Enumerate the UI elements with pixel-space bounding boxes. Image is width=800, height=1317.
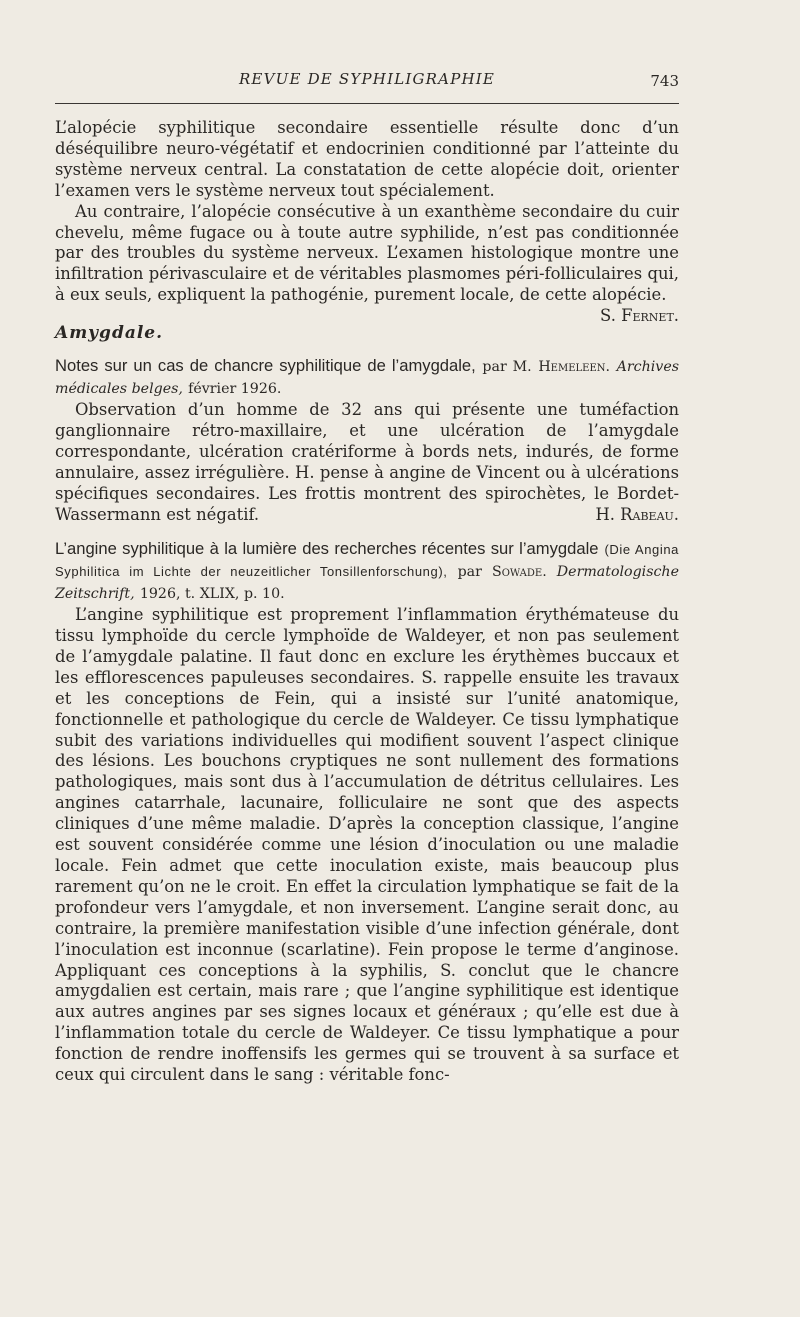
section-title: Amygdale. xyxy=(55,323,164,344)
alopecie-paragraph-1: L’alopécie syphilitique secondaire essentielle résulte donc d’un déséquilibre neuro-végétatif et endocrinien conditionné par l’atteinte du système nerveux central. La constatation de cette alopécie doit, orienter l’examen vers le système nerveux tout spécialement. xyxy=(55,118,679,200)
article-2-author: Sowade. xyxy=(491,564,547,581)
alopecie-paragraph-2 xyxy=(55,201,679,326)
article-2-journal: Dermatologische Zeitschrift, xyxy=(55,564,679,603)
article-2-by: par xyxy=(457,564,482,581)
article-1-title: Notes sur un cas de chancre syphilitique de l’amygdale, xyxy=(55,356,476,376)
article-1-body xyxy=(55,400,679,525)
article-1-journal: Archives médicales belges, xyxy=(55,359,679,398)
article-1-author: Hemeleen. xyxy=(538,359,611,376)
page-number: 743 xyxy=(650,72,679,90)
running-title: REVUE DE SYPHILIGRAPHIE xyxy=(238,70,496,88)
article-1-date: février 1926. xyxy=(188,381,282,398)
alopecie-paragraph-2-text: Au contraire, l’alopécie consécutive à un exanthème secondaire du cuir chevelu, même fugace ou à toute autre syphilide, n’est pas conditionnée par des troubles du système nerveux. L’examen histologique montre une infiltration périvasculaire et de véritables plasmomes péri-folliculaires qui, à eux seuls, expliquent la pathogénie, purement locale, de cette alopécie. xyxy=(55,201,679,305)
page-body xyxy=(55,118,679,1086)
article-1-heading xyxy=(55,356,679,400)
article-1-by: par M. xyxy=(482,359,532,376)
article-2-ref: 1926, t. XLIX, p. 10. xyxy=(139,586,285,603)
running-header xyxy=(55,70,679,94)
signature-fernet: S. Fernet. xyxy=(600,306,679,326)
header-rule xyxy=(55,103,679,104)
article-2-heading xyxy=(55,539,679,605)
article-2-title: L’angine syphilitique à la lumière des recherches récentes sur l’amygdale xyxy=(55,539,599,559)
signature-rabeau: H. Rabeau. xyxy=(595,504,679,524)
article-1-body-text: Observation d’un homme de 32 ans qui présente une tuméfaction ganglionnaire rétro-maxillaire, et une ulcération de l’amygdale correspondante, ulcération cratériforme à bords nets, indurés, de forme annulaire, assez irrégulière. H. pense à angine de Vincent ou à ulcérations spécifiques secondaires. Les frottis montrent des spirochètes, le Bordet-Wassermann est négatif. xyxy=(55,399,679,524)
article-2-original-title: (Die Angina Syphilitica im Lichte der neuzeitlicher Tonsillenforschung), xyxy=(55,542,680,580)
article-2-body: L’angine syphilitique est proprement l’inflammation érythémateuse du tissu lymphoïde du cercle lymphoïde de Waldeyer, et non pas seulement de l’amygdale palatine. Il faut donc en exclure les érythèmes buccaux et les efflorescences papuleuses secondaires. S. rappelle ensuite les travaux et les conceptions de Fein, qui a insisté sur l’unité anatomique, fonctionnelle et pathologique du cercle de Waldeyer. Ce tissu lymphatique subit des variations individuelles qui modifient souvent l’aspect clinique des lésions. Les bouchons cryptiques ne sont nullement des formations pathologiques, mais sont dus à l’accumulation de détritus cellulaires. Les angines catarrhale, lacunaire, folliculaire ne sont que des aspects cliniques d’une même maladie. D’après la conception classique, l’angine est souvent considérée comme une lésion d’inoculation ou une maladie locale. Fein admet que cette inoculation existe, mais beaucoup plus rarement qu’on ne le croit. En effet la circulation lymphatique se fait de la profondeur vers l’amygdale, et non inversement. L’angine serait donc, au contraire, la première manifestation visible d’une infection générale, dont l’inoculation est inconnue (scarlatine). Fein propose le terme d’anginose. Appliquant ces conceptions à la syphilis, S. conclut que le chancre amygdalien est certain, mais rare ; que l’angine syphilitique est identique aux autres angines par ses signes locaux et généraux ; qu’elle est due à l’inflammation totale du cercle de Waldeyer. Ce tissu lymphatique a pour fonction de rendre inoffensifs les germes qui se trouvent à sa surface et ceux qui circulent dans le sang : véritable fonc- xyxy=(55,605,679,1085)
